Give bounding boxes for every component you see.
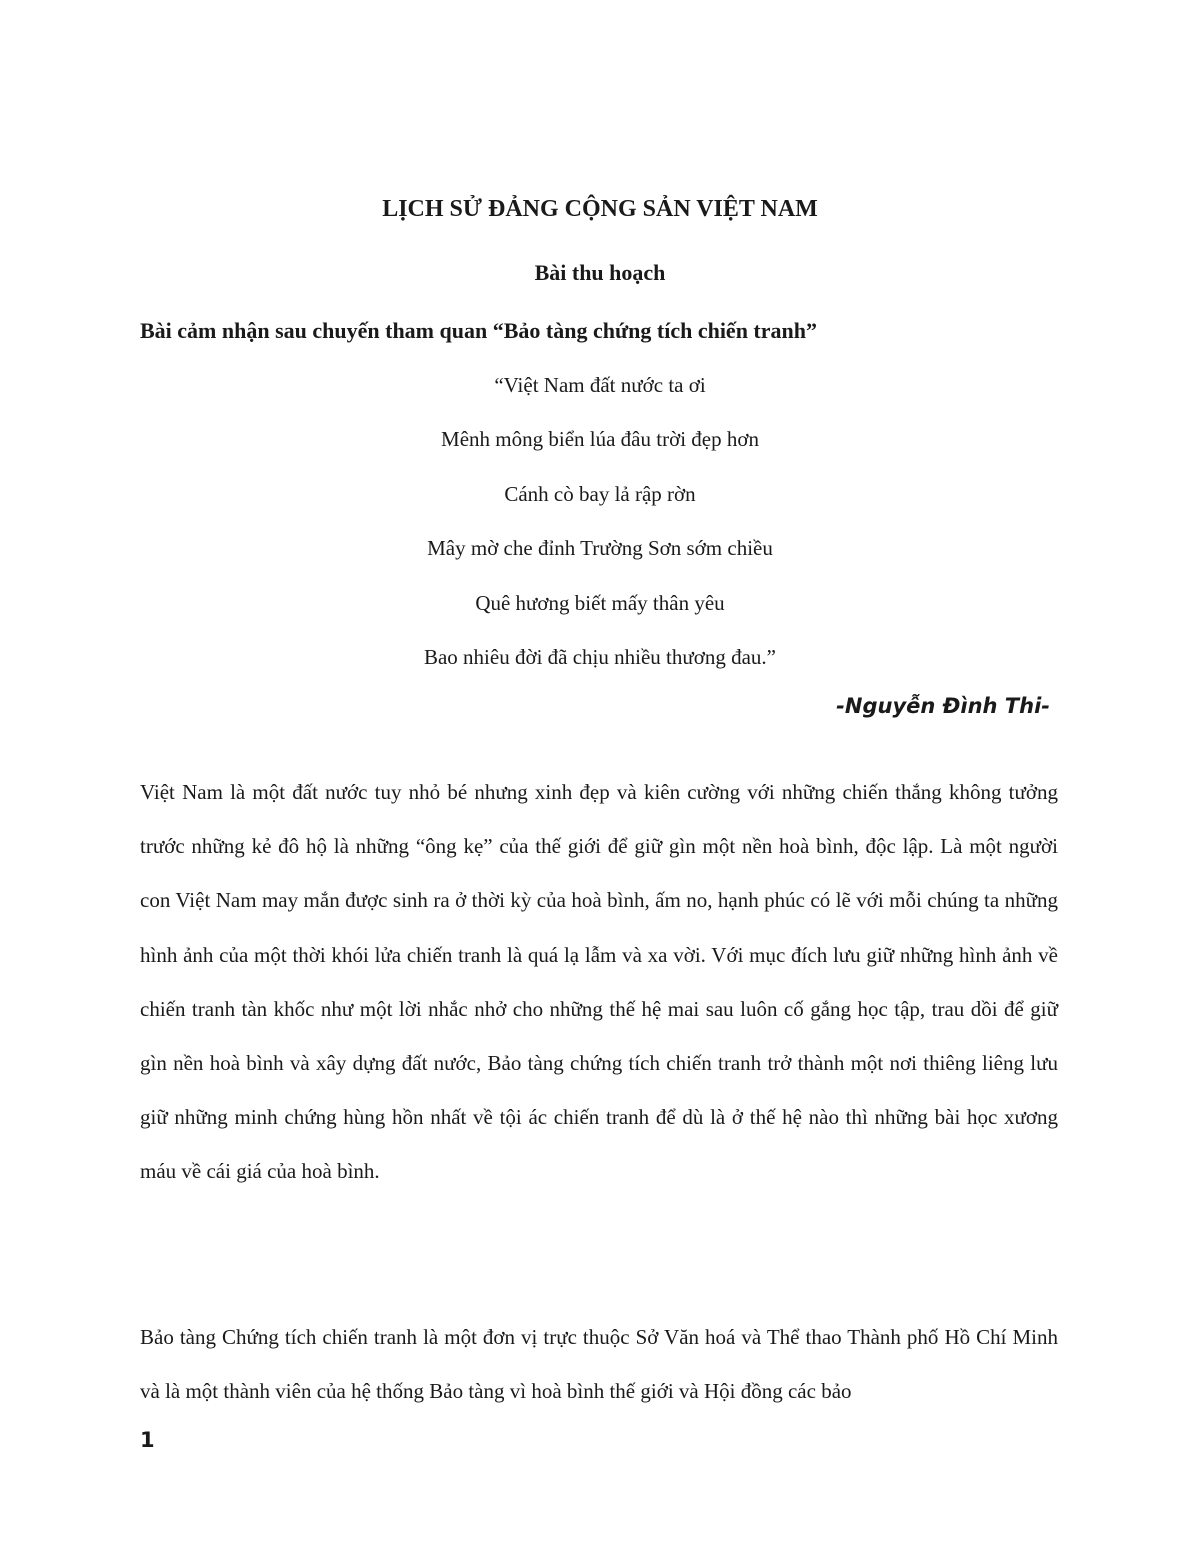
poem-author: -Nguyễn Đình Thi-	[836, 694, 1050, 718]
poem	[0, 368, 1200, 694]
essay-heading: Bài cảm nhận sau chuyến tham quan “Bảo tàng chứng tích chiến tranh”	[140, 318, 817, 343]
poem-line: Bao nhiêu đời đã chịu nhiều thương đau.”	[423, 644, 777, 669]
poem-line: Quê hương biết mấy thân yêu	[475, 590, 725, 615]
poem-line: “Việt Nam đất nước ta ơi	[494, 373, 706, 397]
body-paragraph: Bảo tàng Chứng tích chiến tranh là một đơn vị trực thuộc Sở Văn hoá và Thể thao Thành phố Hồ Chí Minh và là một thành viên của hệ thống Bảo tàng vì hoà bình thế giới và Hội đồng các bảo	[140, 1325, 1058, 1404]
body-paragraph: Việt Nam là một đất nước tuy nhỏ bé nhưng xinh đẹp và kiên cường với những chiến thắng không tưởng trước những kẻ đô hộ là những “ông kẹ” của thế giới để giữ gìn một nền hoà bình, độc lập. Là một người con Việt Nam may mắn được sinh ra ở thời kỳ của hoà bình, ấm no, hạnh phúc có lẽ với mỗi chúng ta những hình ảnh của một thời khói lửa chiến tranh là quá lạ lẫm và xa vời. Với mục đích lưu giữ những hình ảnh về chiến tranh tàn khốc như một lời nhắc nhở cho những thế hệ mai sau luôn cố gắng học tập, trau dồi để giữ gìn nền hoà bình và xây dựng đất nước, Bảo tàng chứng tích chiến tranh trở thành một nơi thiêng liêng lưu giữ những minh chứng hùng hồn nhất về tội ác chiến tranh để dù là ở thế hệ nào thì những bài học xương máu về cái giá của hoà bình.	[140, 780, 1058, 1184]
page-number: 1	[140, 1428, 155, 1452]
document-title: LỊCH SỬ ĐẢNG CỘNG SẢN VIỆT NAM	[382, 196, 818, 222]
poem-line: Cánh cò bay lả rập rờn	[504, 481, 696, 506]
document-subtitle: Bài thu hoạch	[534, 260, 666, 285]
poem-line: Mênh mông biển lúa đâu trời đẹp hơn	[441, 427, 759, 452]
poem-line: Mây mờ che đỉnh Trường Sơn sớm chiều	[427, 536, 773, 561]
